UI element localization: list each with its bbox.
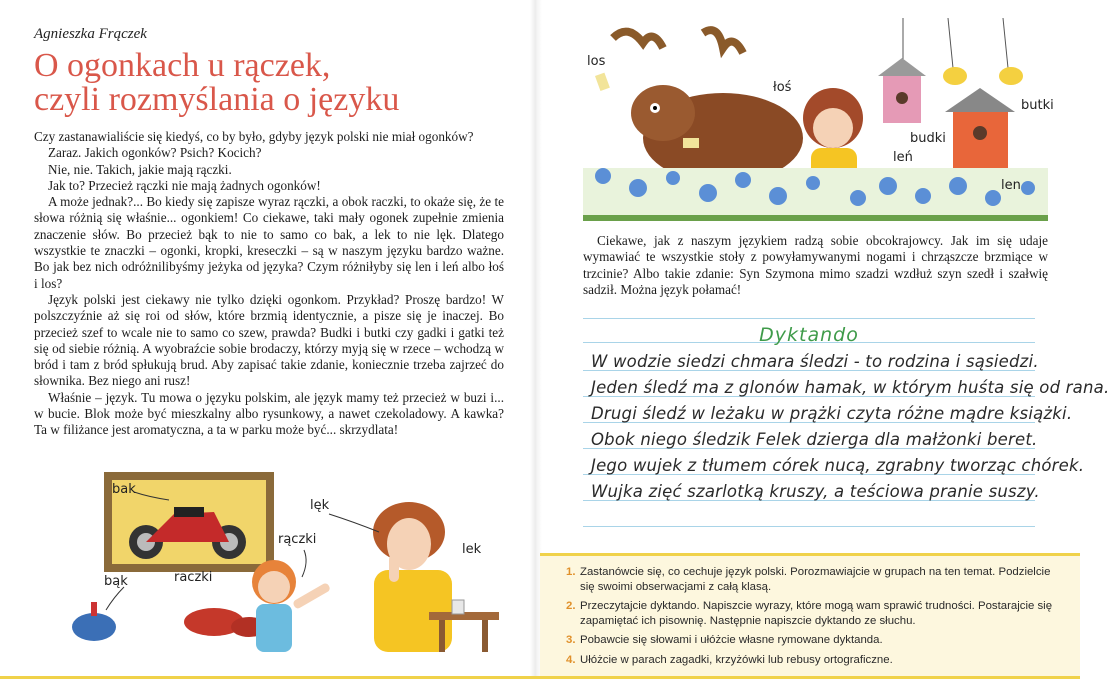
dictation-line: Jeden śledź ma z glonów hamak, w którym huśta się od rana.: [591, 378, 1109, 397]
moose-illustration: [583, 18, 1048, 218]
paragraph: Czy zastanawialiście się kiedyś, co by było, gdyby język polski nie miał ogonków?: [34, 129, 474, 144]
task-number: 3.: [566, 634, 576, 646]
label-lek-fear: lęk: [310, 498, 330, 513]
label-bak-top: bąk: [104, 574, 128, 589]
exercise-box-border: [540, 553, 1080, 556]
label-len-lazy: leń: [893, 150, 913, 165]
task-item: [566, 633, 1060, 648]
exercise-box: [540, 553, 1080, 679]
dictation-notebook: [583, 314, 1109, 532]
label-len-flax: len: [1001, 178, 1021, 193]
dictation-line: W wodzie siedzi chmara śledzi - to rodzina i sąsiedzi.: [591, 352, 1039, 371]
paragraph: Właśnie – język. Tu mowa o języku polskim, ale język mamy też przecież w buzi i... w bucie. Blok może być mieszkalny albo rysunkowy, a nawet czekoladowy. A kawka? Ta w filiżance jest aromatyczna, a ta w parku może być... skrzydlata!: [34, 389, 504, 438]
task-item: [566, 565, 1060, 594]
left-illustration: [34, 462, 502, 652]
dictation-line: Jego wujek z tłumem córek nucą, zgrabny tworząc chórek.: [591, 456, 1085, 475]
task-text: Przeczytajcie dyktando. Napiszcie wyrazy, które mogą wam sprawić trudności. Postarajcie się zapamiętać ich pisownię. Następnie napiszcie dyktando ze słuchu.: [580, 600, 1053, 627]
paragraph: Jak to? Przecież rączki nie mają żadnych ogonków!: [48, 177, 321, 193]
label-raczki-crayfish: raczki: [174, 570, 213, 585]
left-page: [34, 26, 504, 439]
task-item: [566, 599, 1060, 628]
paragraph: A może jednak?... Bo kiedy się zapisze wyraz rączki, a obok raczki, to okaże się, że te słowa różnią się właśnie... ogonkiem! Co ciekawe, taki mały ogonek zupełnie zmienia znaczenie słów. Bo przecież bąk to nie to samo co bak, a lek to nie lęk. Dlatego wszystkie te znaczki – ogonki, kropki, kreseczki – są w naszym języku bardzo ważne. Bo jak bez nich odróżnilibyśmy jeżyka od języka? Czym różniłyby się len i leń albo łoś i los?: [34, 194, 504, 291]
task-text: Zastanówcie się, co cechuje język polski. Porozmawiajcie w grupach na ten temat. Podzielcie się swoimi obserwacjami z całą klasą.: [580, 566, 1051, 593]
dictation-line: Obok niego śledzik Felek dzierga dla małżonki beret.: [591, 430, 1038, 449]
paragraph: Nie, nie. Takich, jakie mają rączki.: [48, 161, 232, 177]
chapter-title: [34, 49, 504, 117]
label-los-fate: los: [587, 54, 606, 69]
label-bak: bak: [112, 482, 136, 497]
label-los-moose: łoś: [773, 80, 792, 95]
dictation-line: Drugi śledź w leżaku w prążki czyta różne mądre książki.: [591, 404, 1073, 423]
paragraph: Język polski jest ciekawy nie tylko dzięki ogonkom. Przykład? Proszę bardzo! W polszczyźnie aż się roi od słów, które brzmią identycznie, a pisze się je inaczej. Bo przecież szef to wcale nie to samo co szew, prawda? Budki i butki czy gadki i gatki też się od siebie różnią. A wyobraźcie sobie brodaczy, którzy myją się w rzece – wchodzą w bród i tam z bród spłukują brud. Aby zapisać takie zdanie, koniecznie trzeba zajrzeć do słownika. Bez niego ani rusz!: [34, 291, 504, 389]
task-number: 1.: [566, 566, 576, 578]
title-line-2: czyli rozmyślania o języku: [34, 81, 400, 118]
task-text: Pobawcie się słowami i ułóżcie własne rymowane dyktanda.: [580, 634, 883, 646]
task-number: 4.: [566, 654, 576, 666]
kids-illustration: [34, 462, 502, 652]
notebook-line: [583, 318, 1035, 319]
paragraph: Ciekawe, jak z naszym językiem radzą sobie obcokrajowcy. Jak im się udaje wymawiać te wszystkie stoły z powyłamywanymi nogami i chrząszcze brzmiące w trzcinie? Albo takie zdanie: Syn Szymona mimo szadzi wzdłuż szyn szedł i szałwię sadził. Można język połamać!: [583, 233, 1048, 297]
right-paragraph: [583, 233, 1048, 298]
notebook-line: [583, 526, 1035, 527]
label-budki: budki: [910, 131, 946, 146]
article-body: [34, 129, 504, 439]
right-illustration: [583, 18, 1054, 218]
task-number: 2.: [566, 600, 576, 612]
label-butki: butki: [1021, 98, 1054, 113]
paragraph: Zaraz. Jakich ogonków? Psich? Kocich?: [48, 145, 262, 161]
label-raczki-hands: rączki: [278, 532, 317, 547]
dictation-title: Dyktando: [759, 324, 859, 346]
title-line-1: O ogonkach u rączek,: [34, 47, 331, 84]
author: Agnieszka Frączek: [34, 26, 147, 42]
dictation-line: Wujka zięć szarlotką kruszy, a teściowa pranie suszy.: [591, 482, 1040, 501]
task-item: [566, 653, 1060, 668]
label-lek-medicine: lek: [462, 542, 482, 557]
task-text: Ułóżcie w parach zagadki, krzyżówki lub rebusy ortograficzne.: [580, 654, 893, 666]
